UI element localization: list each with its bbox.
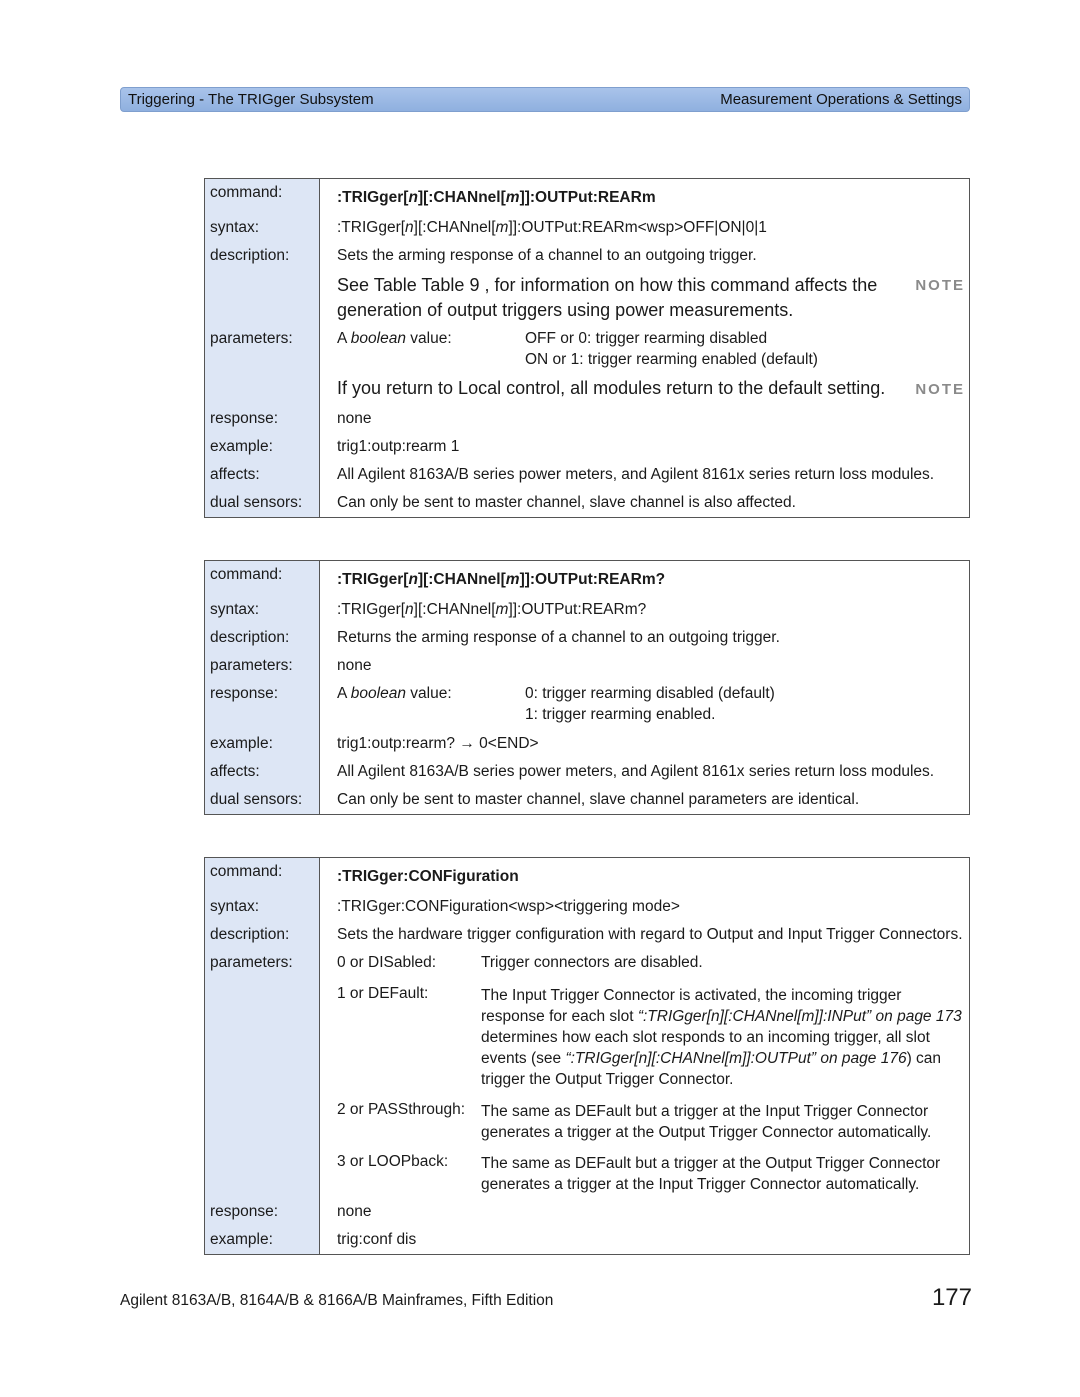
- response-type: A boolean value:: [337, 685, 452, 702]
- section-title: Triggering - The TRIGger Subsystem: [128, 91, 374, 108]
- response-option-1: 1: trigger rearming enabled.: [525, 706, 716, 723]
- response-text: none: [337, 1203, 372, 1220]
- page-number: 177: [931, 1284, 972, 1311]
- label-dual-sensors: dual sensors:: [210, 494, 303, 511]
- label-column: [205, 858, 320, 1254]
- param-key-disabled: 0 or DISabled:: [337, 954, 437, 971]
- label-command: command:: [210, 184, 283, 201]
- syntax-text: :TRIGger:CONFiguration<wsp><triggering mode>: [337, 898, 680, 915]
- label-syntax: syntax:: [210, 601, 260, 618]
- syntax-text: :TRIGger[n][:CHANnel[m]]:OUTPut:REARm?: [337, 601, 647, 618]
- section-header-bar: [120, 87, 970, 112]
- note-label: NOTE: [915, 381, 965, 398]
- description-text: Returns the arming response of a channel to an outgoing trigger.: [337, 629, 780, 646]
- label-example: example:: [210, 438, 273, 455]
- syntax-text: :TRIGger[n][:CHANnel[m]]:OUTPut:REARm<wsp>OFF|ON|0|1: [337, 219, 767, 236]
- affects-text: All Agilent 8163A/B series power meters, and Agilent 8161x series return loss modules.: [337, 763, 935, 780]
- command-table-configuration: [204, 857, 970, 1255]
- example-text: trig1:outp:rearm? → 0<END>: [337, 735, 539, 752]
- label-example: example:: [210, 1231, 273, 1248]
- param-desc-disabled: Trigger connectors are disabled.: [481, 954, 703, 971]
- example-text: trig:conf dis: [337, 1231, 417, 1248]
- parameter-option-on: ON or 1: trigger rearming enabled (default): [525, 351, 818, 368]
- label-response: response:: [210, 1203, 279, 1220]
- dual-sensors-text: Can only be sent to master channel, slave channel is also affected.: [337, 494, 796, 511]
- parameter-option-off: OFF or 0: trigger rearming disabled: [525, 330, 768, 347]
- response-option-0: 0: trigger rearming disabled (default): [525, 685, 775, 702]
- parameters-text: none: [337, 657, 372, 674]
- command-name: :TRIGger[n][:CHANnel[m]]:OUTPut:REARm: [337, 189, 656, 206]
- chapter-title: Measurement Operations & Settings: [720, 91, 962, 108]
- param-desc-passthrough: The same as DEFault but a trigger at the Input Trigger Connector generates a trigger at the Output Trigger Connector automatically.: [481, 1103, 932, 1141]
- label-syntax: syntax:: [210, 219, 260, 236]
- label-description: description:: [210, 926, 290, 943]
- param-desc-loopback: The same as DEFault but a trigger at the Output Trigger Connector generates a trigger at the Input Trigger Connector automatically.: [481, 1155, 941, 1193]
- response-text: none: [337, 410, 372, 427]
- affects-text: All Agilent 8163A/B series power meters, and Agilent 8161x series return loss modules.: [337, 466, 935, 483]
- param-key-passthrough: 2 or PASSthrough:: [337, 1101, 466, 1118]
- command-table-rearm-query: [204, 560, 970, 815]
- example-text: trig1:outp:rearm 1: [337, 438, 460, 455]
- label-command: command:: [210, 863, 283, 880]
- label-response: response:: [210, 410, 279, 427]
- footer-document-title: Agilent 8163A/B, 8164A/B & 8166A/B Mainframes, Fifth Edition: [120, 1292, 554, 1309]
- note-text: If you return to Local control, all modules return to the default setting.: [337, 378, 886, 398]
- param-key-default: 1 or DEFault:: [337, 985, 429, 1002]
- description-text: Sets the hardware trigger configuration with regard to Output and Input Trigger Connectors.: [337, 926, 963, 943]
- parameter-type: A boolean value:: [337, 330, 452, 347]
- footer-brand: Agilent: [120, 1292, 168, 1309]
- cross-reference-link[interactable]: “:TRIGger[n][:CHANnel[m]]:INPut” on page 173: [637, 1008, 962, 1025]
- description-text: Sets the arming response of a channel to an outgoing trigger.: [337, 247, 757, 264]
- param-desc-default: The Input Trigger Connector is activated, the incoming trigger response for each slot “:TRIGger[n][:CHANnel[m]]:INPut” on page 173 determines how each slot responds to an incoming trigger, all slot events (see “:TRIGger[n][:CHANnel[m]]:OUTPut” on page 176) can trigger the Output Trigger Connector.: [481, 987, 962, 1088]
- label-syntax: syntax:: [210, 898, 260, 915]
- label-example: example:: [210, 735, 273, 752]
- label-description: description:: [210, 247, 290, 264]
- label-parameters: parameters:: [210, 657, 293, 674]
- command-table-rearm: [204, 178, 970, 518]
- command-name: :TRIGger:CONFiguration: [337, 868, 519, 885]
- command-name: :TRIGger[n][:CHANnel[m]]:OUTPut:REARm?: [337, 571, 666, 588]
- param-key-loopback: 3 or LOOPback:: [337, 1153, 449, 1170]
- label-response: response:: [210, 685, 279, 702]
- label-affects: affects:: [210, 763, 260, 780]
- label-parameters: parameters:: [210, 330, 293, 347]
- note-label: NOTE: [915, 277, 965, 294]
- dual-sensors-text: Can only be sent to master channel, slave channel parameters are identical.: [337, 791, 860, 808]
- label-description: description:: [210, 629, 290, 646]
- note-text: See Table Table 9 , for information on how this command affects the generation of output triggers using power measurements.: [337, 275, 878, 320]
- label-command: command:: [210, 566, 283, 583]
- label-parameters: parameters:: [210, 954, 293, 971]
- label-dual-sensors: dual sensors:: [210, 791, 303, 808]
- cross-reference-link[interactable]: “:TRIGger[n][:CHANnel[m]]:OUTPut” on page 176: [565, 1050, 907, 1067]
- label-affects: affects:: [210, 466, 260, 483]
